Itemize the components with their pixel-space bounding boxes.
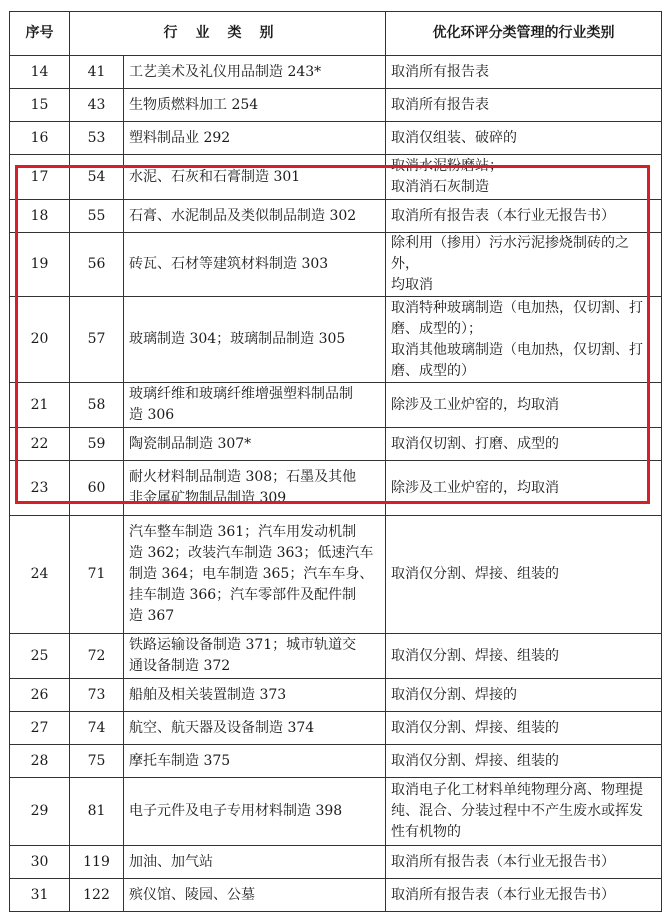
row-seq-cell: 27 (10, 712, 70, 745)
row-seq-cell: 25 (10, 634, 70, 679)
row-code-cell: 53 (70, 122, 124, 155)
table-row (10, 155, 662, 200)
row-code-cell: 58 (70, 383, 124, 428)
header-seq: 序号 (10, 12, 70, 56)
table-body (10, 56, 662, 912)
row-code-cell: 60 (70, 461, 124, 516)
table-row (10, 297, 662, 383)
row-seq-cell: 30 (10, 846, 70, 879)
row-seq-cell: 15 (10, 89, 70, 122)
row-industry-cell: 生物质燃料加工 254 (124, 89, 386, 122)
row-code-cell: 56 (70, 233, 124, 297)
table-row (10, 712, 662, 745)
row-mgmt-cell: 取消所有报告表（本行业无报告书） (386, 846, 662, 879)
row-industry-cell: 石膏、水泥制品及类似制品制造 302 (124, 200, 386, 233)
row-seq-cell: 22 (10, 428, 70, 461)
table-row (10, 122, 662, 155)
row-mgmt-cell: 取消特种玻璃制造（电加热，仅切割、打 磨、成型的）； 取消其他玻璃制造（电加热，仅切割、打 磨、成型的） (386, 297, 662, 383)
row-seq-cell: 29 (10, 778, 70, 846)
industry-table (9, 11, 662, 912)
row-industry-cell: 航空、航天器及设备制造 374 (124, 712, 386, 745)
row-mgmt-cell: 取消仅组装、破碎的 (386, 122, 662, 155)
row-code-cell: 41 (70, 56, 124, 89)
header-industry: 行业类别 (70, 12, 386, 56)
table-row (10, 428, 662, 461)
table-row (10, 233, 662, 297)
table-row (10, 879, 662, 912)
row-industry-cell: 铁路运输设备制造 371；城市轨道交 通设备制造 372 (124, 634, 386, 679)
row-seq-cell: 23 (10, 461, 70, 516)
row-code-cell: 72 (70, 634, 124, 679)
row-seq-cell: 17 (10, 155, 70, 200)
row-seq-cell: 26 (10, 679, 70, 712)
row-mgmt-cell: 取消仅分割、焊接、组装的 (386, 745, 662, 778)
row-mgmt-cell: 取消所有报告表（本行业无报告书） (386, 879, 662, 912)
row-seq-cell: 19 (10, 233, 70, 297)
row-seq-cell: 24 (10, 516, 70, 634)
table-row (10, 200, 662, 233)
row-industry-cell: 殡仪馆、陵园、公墓 (124, 879, 386, 912)
table-row (10, 778, 662, 846)
row-mgmt-cell: 取消仅分割、焊接、组装的 (386, 516, 662, 634)
header-mgmt: 优化环评分类管理的行业类别 (386, 12, 662, 56)
row-industry-cell: 玻璃制造 304；玻璃制品制造 305 (124, 297, 386, 383)
row-seq-cell: 31 (10, 879, 70, 912)
row-mgmt-cell: 取消所有报告表（本行业无报告书） (386, 200, 662, 233)
table-row (10, 461, 662, 516)
row-code-cell: 75 (70, 745, 124, 778)
row-seq-cell: 20 (10, 297, 70, 383)
row-seq-cell: 28 (10, 745, 70, 778)
row-seq-cell: 14 (10, 56, 70, 89)
row-mgmt-cell: 取消仅分割、焊接、组装的 (386, 712, 662, 745)
row-seq-cell: 21 (10, 383, 70, 428)
row-mgmt-cell: 取消电子化工材料单纯物理分离、物理提 纯、混合、分装过程中不产生废水或挥发 性有机物的 (386, 778, 662, 846)
row-mgmt-cell: 取消仅分割、焊接的 (386, 679, 662, 712)
table-row (10, 56, 662, 89)
row-industry-cell: 砖瓦、石材等建筑材料制造 303 (124, 233, 386, 297)
row-code-cell: 122 (70, 879, 124, 912)
table-row (10, 516, 662, 634)
row-industry-cell: 水泥、石灰和石膏制造 301 (124, 155, 386, 200)
row-industry-cell: 玻璃纤维和玻璃纤维增强塑料制品制 造 306 (124, 383, 386, 428)
table-row (10, 89, 662, 122)
row-industry-cell: 汽车整车制造 361；汽车用发动机制 造 362；改装汽车制造 363；低速汽车 制造 364；电车制造 365；汽车车身、 挂车制造 366；汽车零部件及配件制 造 367 (124, 516, 386, 634)
table-row (10, 745, 662, 778)
row-code-cell: 54 (70, 155, 124, 200)
row-mgmt-cell: 除涉及工业炉窑的，均取消 (386, 461, 662, 516)
table-row (10, 679, 662, 712)
table-row (10, 634, 662, 679)
row-mgmt-cell: 除利用（掺用）污水污泥掺烧制砖的之外， 均取消 (386, 233, 662, 297)
table-row (10, 846, 662, 879)
row-industry-cell: 耐火材料制品制造 308；石墨及其他 非金属矿物制品制造 309 (124, 461, 386, 516)
row-mgmt-cell: 取消水泥粉磨站； 取消消石灰制造 (386, 155, 662, 200)
row-code-cell: 55 (70, 200, 124, 233)
row-mgmt-cell: 取消所有报告表 (386, 89, 662, 122)
row-industry-cell: 陶瓷制品制造 307* (124, 428, 386, 461)
row-industry-cell: 电子元件及电子专用材料制造 398 (124, 778, 386, 846)
row-industry-cell: 船舶及相关装置制造 373 (124, 679, 386, 712)
row-code-cell: 119 (70, 846, 124, 879)
table-row (10, 383, 662, 428)
row-mgmt-cell: 除涉及工业炉窑的，均取消 (386, 383, 662, 428)
row-industry-cell: 摩托车制造 375 (124, 745, 386, 778)
row-code-cell: 74 (70, 712, 124, 745)
row-mgmt-cell: 取消仅分割、焊接、组装的 (386, 634, 662, 679)
row-industry-cell: 塑料制品业 292 (124, 122, 386, 155)
row-industry-cell: 加油、加气站 (124, 846, 386, 879)
row-code-cell: 57 (70, 297, 124, 383)
row-code-cell: 71 (70, 516, 124, 634)
row-code-cell: 73 (70, 679, 124, 712)
row-code-cell: 81 (70, 778, 124, 846)
row-seq-cell: 16 (10, 122, 70, 155)
row-industry-cell: 工艺美术及礼仪用品制造 243* (124, 56, 386, 89)
row-seq-cell: 18 (10, 200, 70, 233)
table-header-row (10, 12, 662, 56)
row-mgmt-cell: 取消仅切割、打磨、成型的 (386, 428, 662, 461)
row-mgmt-cell: 取消所有报告表 (386, 56, 662, 89)
row-code-cell: 43 (70, 89, 124, 122)
row-code-cell: 59 (70, 428, 124, 461)
